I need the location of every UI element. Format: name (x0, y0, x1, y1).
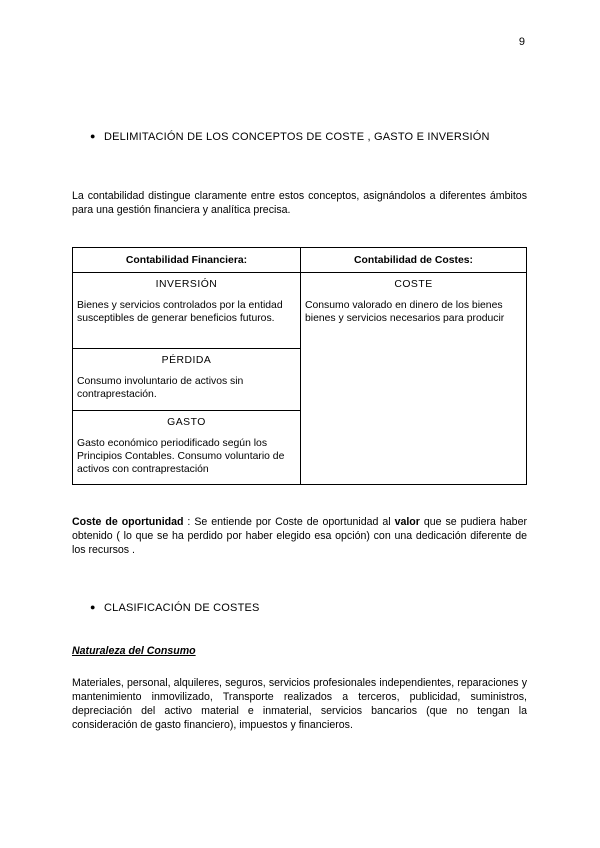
bullet-icon: ● (90, 602, 96, 612)
opportunity-cost-paragraph (72, 515, 527, 557)
cell-gasto (73, 411, 301, 485)
cell-title: INVERSIÓN (155, 279, 218, 290)
cell-description: Consumo valorado en dinero de los bienes bienes y servicios necesarios para producir (305, 300, 505, 324)
section-title: DELIMITACIÓN DE LOS CONCEPTOS DE COSTE , GASTO E INVERSIÓN (104, 131, 490, 143)
header-costes: Contabilidad de Costes: (301, 248, 527, 273)
cell-title: GASTO (167, 417, 206, 428)
nature-paragraph: Materiales, personal, alquileres, seguros, servicios profesionales independientes, reparaciones y mantenimiento inmovilizado, Transporte realizados a terceros, publicidad, suministros, depreciación del activo material e inmaterial, servicios bancarios (que no tengan la consideración de gasto financiero), impuestos y financieros. (72, 677, 527, 731)
section-title: CLASIFICACIÓN DE COSTES (104, 602, 260, 614)
cell-title: COSTE (394, 279, 433, 290)
opportunity-text-2: que se pudiera haber obtenido ( lo que se ha perdido por haber elegido esa opción) con una dedicación diferente de los recursos . (72, 516, 527, 556)
nature-heading: Naturaleza del Consumo (72, 645, 196, 657)
opportunity-text-1: : Se entiende por Coste de oportunidad al (183, 516, 395, 528)
cell-perdida (73, 349, 301, 411)
bullet-icon: ● (90, 131, 96, 141)
cell-inversion (73, 273, 301, 349)
opportunity-term: Coste de oportunidad (72, 516, 184, 528)
cell-title: PÉRDIDA (161, 355, 212, 366)
concepts-table (72, 247, 527, 485)
cell-coste (301, 273, 527, 485)
section-heading-delimitacion (90, 131, 490, 143)
opportunity-bold-word: valor (394, 516, 420, 528)
cell-description: Gasto económico periodificado según los Principios Contables. Consumo voluntario de activos con contraprestación (77, 438, 285, 475)
header-financiera: Contabilidad Financiera: (73, 248, 301, 273)
intro-paragraph: La contabilidad distingue claramente entre estos conceptos, asignándolos a diferentes ámbitos para una gestión financiera y analítica precisa. (72, 190, 527, 216)
section-heading-clasificacion (90, 602, 260, 614)
page-number: 9 (518, 36, 525, 48)
cell-description: Consumo involuntario de activos sin contraprestación. (77, 376, 244, 400)
cell-description: Bienes y servicios controlados por la entidad susceptibles de generar beneficios futuros. (77, 300, 283, 324)
